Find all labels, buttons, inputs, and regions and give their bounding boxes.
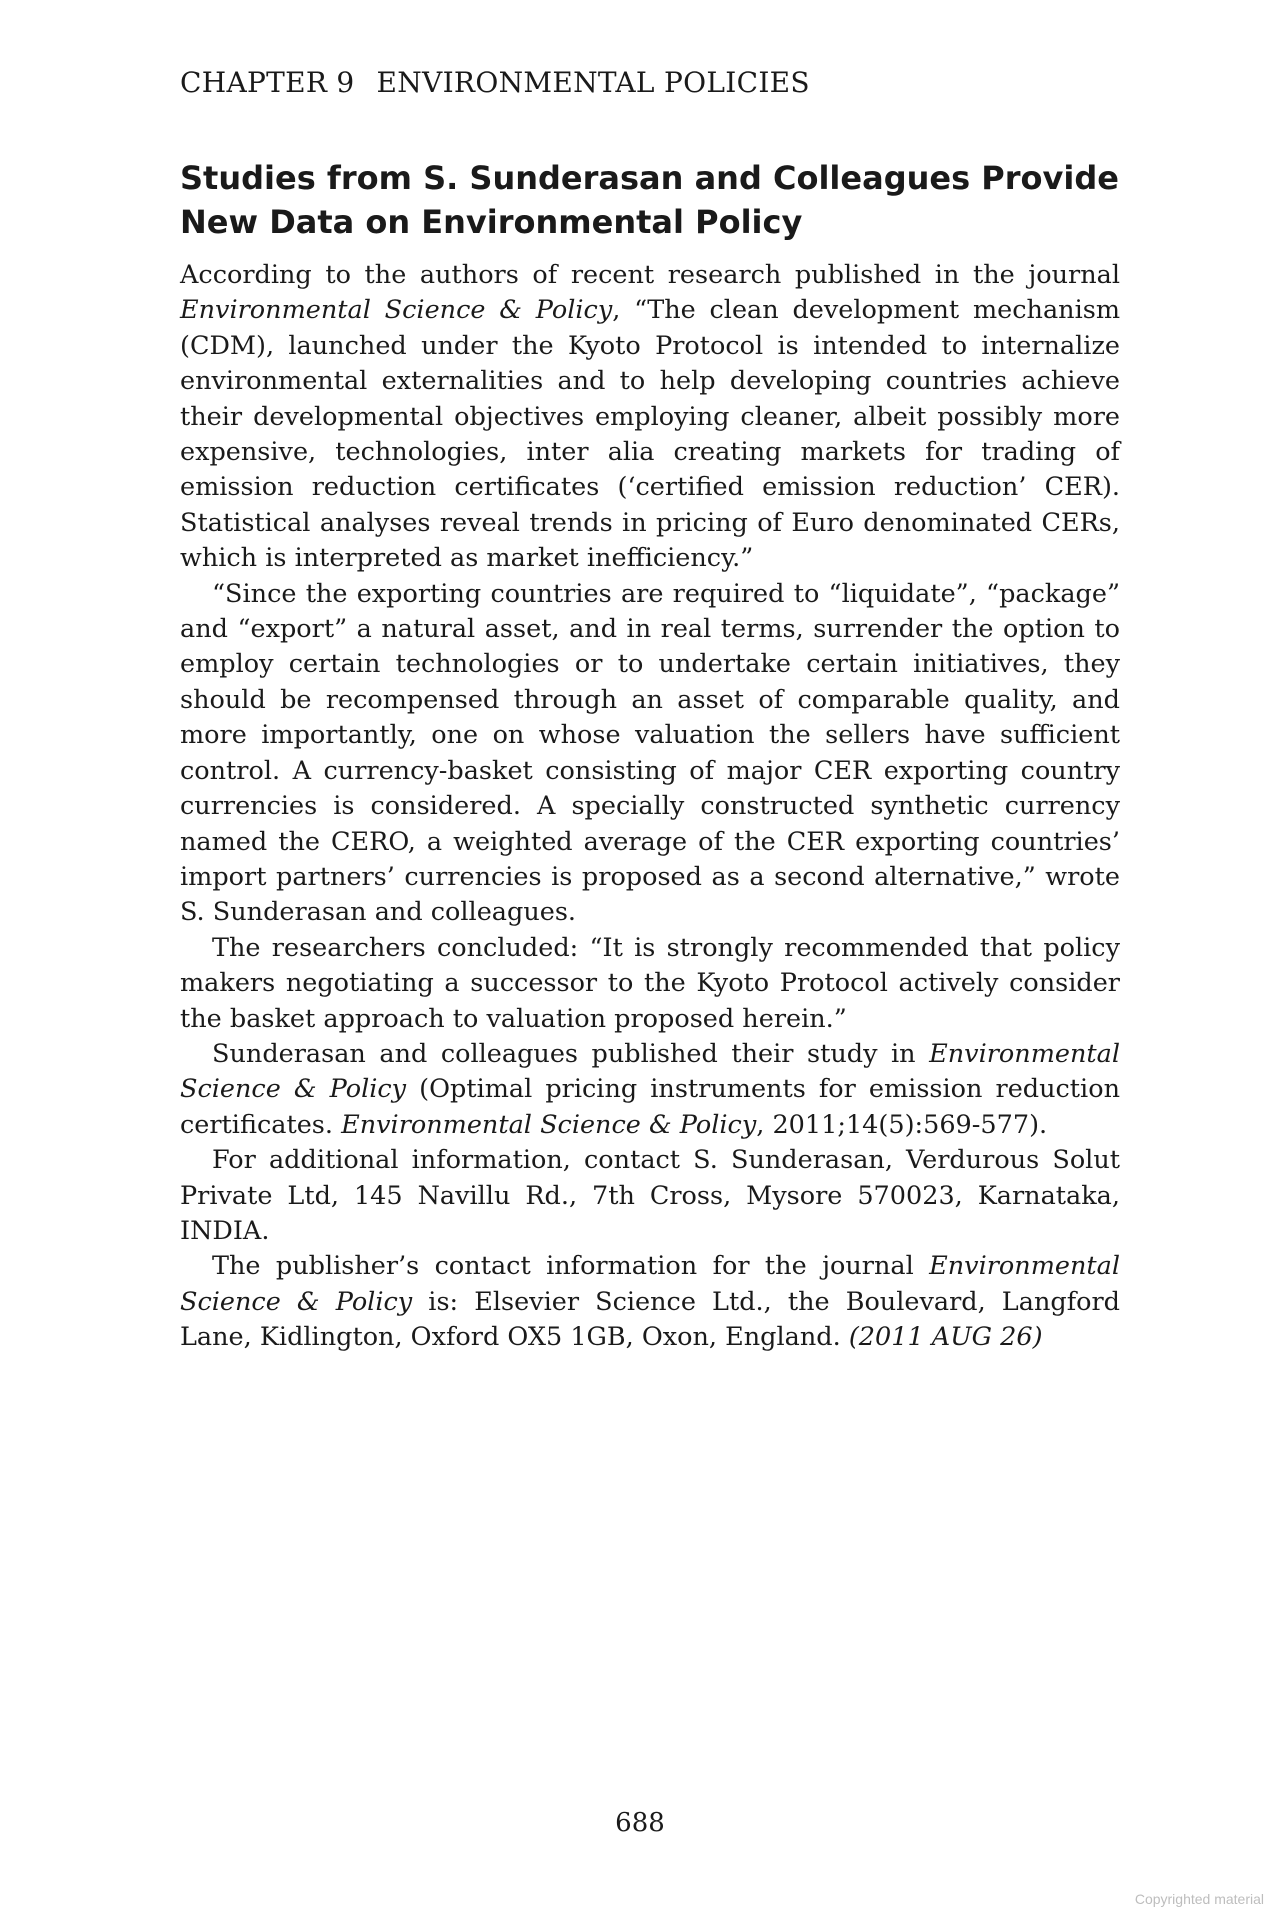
running-head bbox=[180, 66, 810, 99]
section-title: ENVIRONMENTAL POLICIES bbox=[376, 66, 810, 99]
paragraph-3: The researchers concluded: “It is strongly recommended that policy makers negotiating a successor to the Kyoto Protocol actively consider the basket approach to valuation proposed herein.” bbox=[180, 932, 1120, 1034]
article-title: Studies from S. Sunderasan and Colleagues Provide New Data on Environmental Policy bbox=[180, 159, 1119, 241]
paragraph-1-quote: , “The clean development mechanism (CDM), launched under the Kyoto Protocol is intended to internalize environmental externalities and to help developing countries achieve their developmental objectives employing cleaner, albeit possibly more expensive, technologies, inter alia creating markets for trading of emission reduction certificates (‘certified emission reduction’ CER). Statistical analyses reveal trends in pricing of Euro denominated CERs, which is interpreted as market inefficiency.” bbox=[180, 295, 1120, 574]
chapter-label: CHAPTER 9 bbox=[180, 66, 355, 99]
paragraph-4-intro: Sunderasan and colleagues published their study in bbox=[212, 1038, 930, 1069]
journal-name: Environmental Science & Policy bbox=[180, 295, 613, 326]
copyright-notice: Copyrighted material bbox=[1134, 1891, 1264, 1907]
citation-details: , 2011;14(5):569-577). bbox=[756, 1109, 1048, 1140]
article-body bbox=[180, 258, 1120, 1356]
journal-name: Environmental Science & Policy bbox=[180, 1038, 1120, 1105]
page-number: 688 bbox=[615, 1808, 665, 1838]
paragraph-1 bbox=[180, 258, 1120, 577]
journal-name: Environmental Science & Policy bbox=[180, 1251, 1120, 1317]
paragraph-6-intro: The publisher’s contact information for the journal bbox=[212, 1251, 930, 1282]
journal-name: Environmental Science & Policy bbox=[341, 1109, 757, 1140]
publisher-address: is: Elsevier Science Ltd., the Boulevard, Langford Lane, Kidlington, Oxford OX5 1GB, Oxon, England. bbox=[180, 1286, 1120, 1353]
dateline: (2011 AUG 26) bbox=[848, 1322, 1043, 1353]
paragraph-4 bbox=[180, 1037, 1120, 1143]
paragraph-2: “Since the exporting countries are required to “liquidate”, “package” and “export” a natural asset, and in real terms, surrender the option to employ certain technologies or to undertake certain initiatives, they should be recompensed through an asset of comparable quality, and more importantly, one on whose valuation the sellers have sufficient control. A currency-basket consisting of major CER exporting country currencies is considered. A specially constructed synthetic currency named the CERO, a weighted average of the CER exporting countries’ import partners’ currencies is proposed as a second alternative,” wrote S. Sunderasan and colleagues. bbox=[180, 578, 1120, 928]
paragraph-5: For additional information, contact S. Sunderasan, Verdurous Solut Private Ltd, 145 Navillu Rd., 7th Cross, Mysore 570023, Karnataka, INDIA. bbox=[180, 1145, 1120, 1246]
citation-title: (Optimal pricing instruments for emission reduction certificates. bbox=[180, 1074, 1120, 1140]
paragraph-1-intro: According to the authors of recent research published in the journal bbox=[180, 260, 1120, 290]
paragraph-6 bbox=[180, 1249, 1120, 1355]
